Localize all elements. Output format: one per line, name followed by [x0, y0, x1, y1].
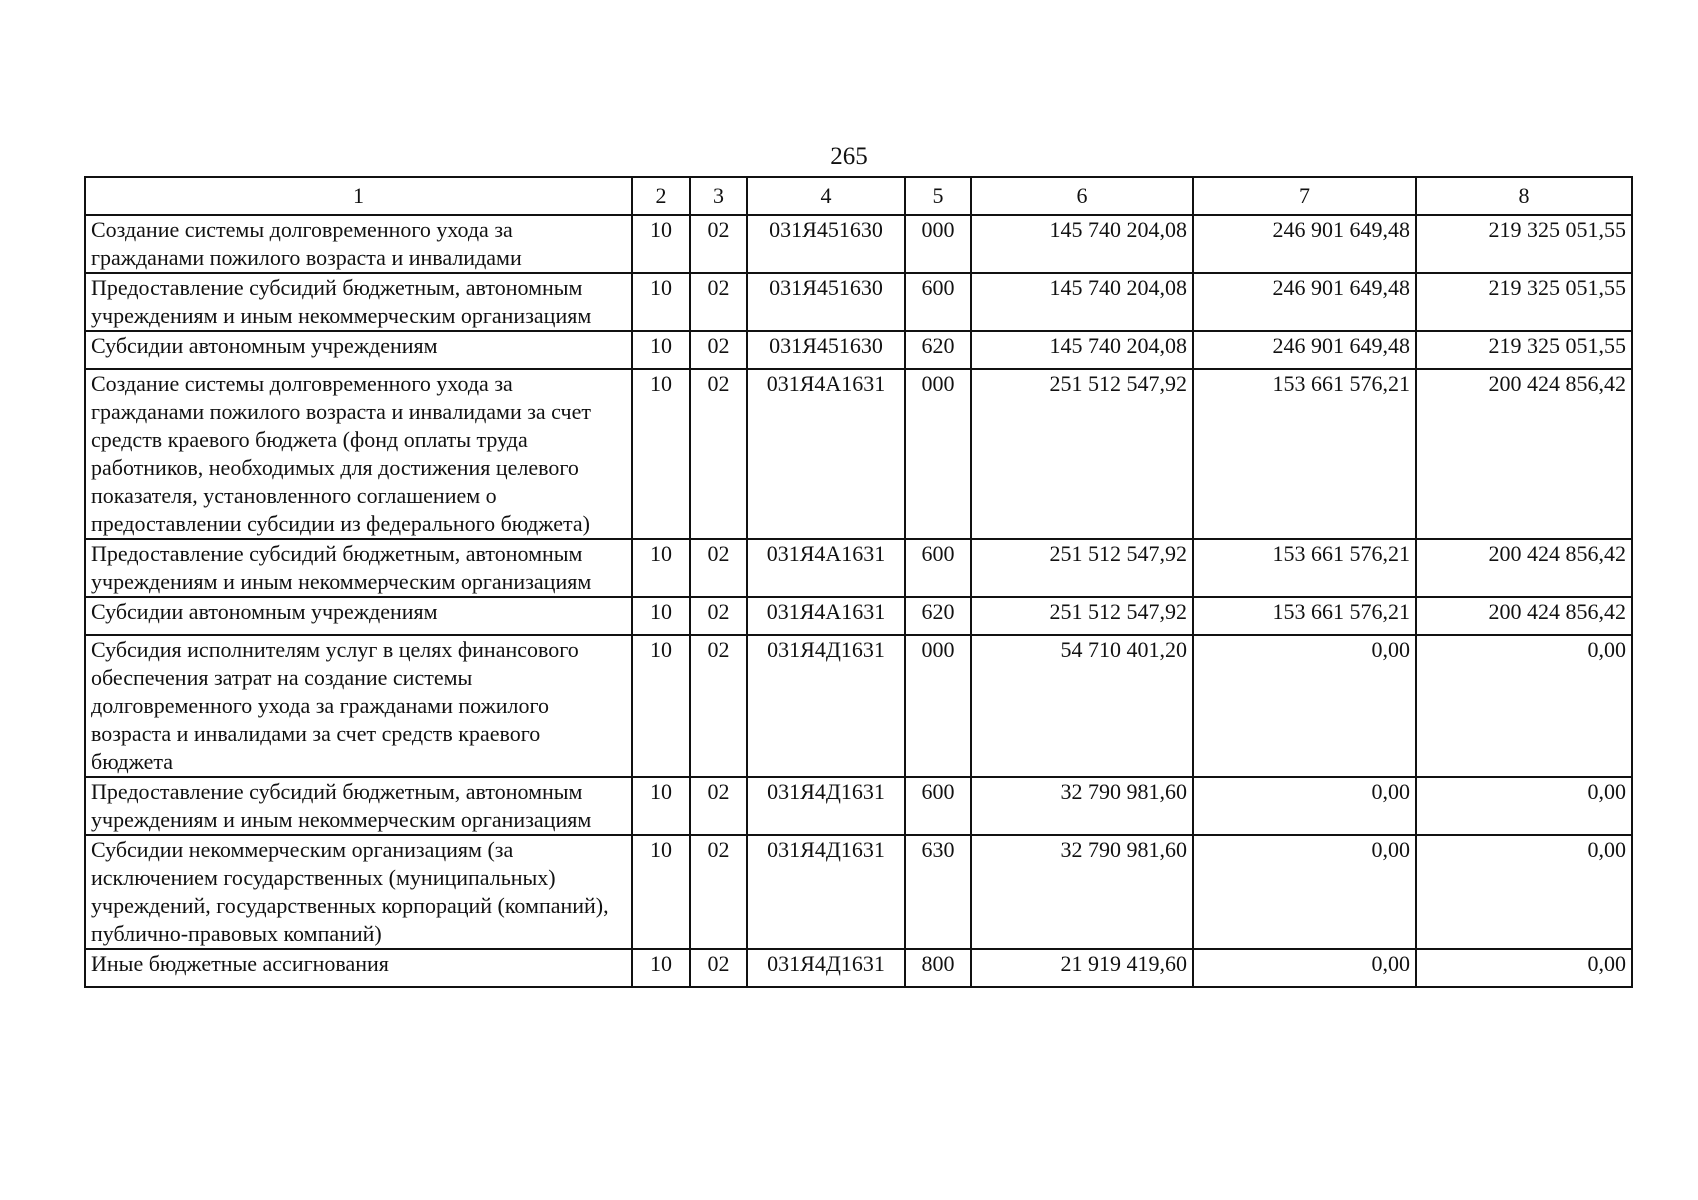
row-target-code: 031Я4Д1631: [747, 949, 905, 987]
row-amount-8: 0,00: [1416, 777, 1632, 835]
column-header-4: 4: [747, 177, 905, 215]
table-row: [85, 331, 1632, 369]
table-row: [85, 777, 1632, 835]
row-target-code: 031Я4Д1631: [747, 635, 905, 777]
row-section: 10: [632, 777, 690, 835]
row-amount-6: 21 919 419,60: [971, 949, 1193, 987]
row-target-code: 031Я451630: [747, 331, 905, 369]
table-row: [85, 949, 1632, 987]
row-section: 10: [632, 331, 690, 369]
row-expense-type: 800: [905, 949, 971, 987]
row-amount-6: 32 790 981,60: [971, 777, 1193, 835]
row-subsection: 02: [690, 949, 747, 987]
row-name: Субсидии автономным учреждениям: [85, 331, 632, 369]
row-name: Предоставление субсидий бюджетным, автономным учреждениям и иным некоммерческим организациям: [85, 777, 632, 835]
row-amount-6: 145 740 204,08: [971, 215, 1193, 273]
row-section: 10: [632, 215, 690, 273]
table-header-row: [85, 177, 1632, 215]
row-name: Создание системы долговременного ухода за гражданами пожилого возраста и инвалидами: [85, 215, 632, 273]
page-number: 265: [830, 143, 868, 170]
row-amount-7: 153 661 576,21: [1193, 597, 1416, 635]
row-amount-8: 219 325 051,55: [1416, 215, 1632, 273]
row-amount-6: 251 512 547,92: [971, 539, 1193, 597]
row-section: 10: [632, 635, 690, 777]
row-expense-type: 600: [905, 273, 971, 331]
table-row: [85, 369, 1632, 539]
row-subsection: 02: [690, 777, 747, 835]
column-header-8: 8: [1416, 177, 1632, 215]
column-header-6: 6: [971, 177, 1193, 215]
row-amount-8: 0,00: [1416, 949, 1632, 987]
row-expense-type: 620: [905, 331, 971, 369]
row-subsection: 02: [690, 331, 747, 369]
row-amount-6: 54 710 401,20: [971, 635, 1193, 777]
row-amount-7: 246 901 649,48: [1193, 215, 1416, 273]
row-expense-type: 000: [905, 635, 971, 777]
row-subsection: 02: [690, 369, 747, 539]
row-amount-7: 153 661 576,21: [1193, 539, 1416, 597]
row-expense-type: 630: [905, 835, 971, 949]
row-name: Иные бюджетные ассигнования: [85, 949, 632, 987]
row-subsection: 02: [690, 597, 747, 635]
table-row: [85, 597, 1632, 635]
row-section: 10: [632, 597, 690, 635]
row-name: Субсидии некоммерческим организациям (за исключением государственных (муниципальных) учреждений, государственных корпораций (компаний), публично-правовых компаний): [85, 835, 632, 949]
row-amount-6: 32 790 981,60: [971, 835, 1193, 949]
row-expense-type: 620: [905, 597, 971, 635]
budget-table: [84, 176, 1633, 988]
row-amount-7: 0,00: [1193, 835, 1416, 949]
row-section: 10: [632, 369, 690, 539]
row-section: 10: [632, 273, 690, 331]
row-section: 10: [632, 539, 690, 597]
row-amount-7: 0,00: [1193, 777, 1416, 835]
column-header-5: 5: [905, 177, 971, 215]
row-name: Создание системы долговременного ухода за гражданами пожилого возраста и инвалидами за счет средств краевого бюджета (фонд оплаты труда работников, необходимых для достижения целевого показателя, установленного соглашением о предоставлении субсидии из федерального бюджета): [85, 369, 632, 539]
row-target-code: 031Я451630: [747, 273, 905, 331]
row-amount-7: 246 901 649,48: [1193, 331, 1416, 369]
column-header-2: 2: [632, 177, 690, 215]
row-expense-type: 600: [905, 539, 971, 597]
row-amount-8: 219 325 051,55: [1416, 273, 1632, 331]
row-name: Предоставление субсидий бюджетным, автономным учреждениям и иным некоммерческим организациям: [85, 273, 632, 331]
table-row: [85, 539, 1632, 597]
column-header-3: 3: [690, 177, 747, 215]
row-amount-8: 0,00: [1416, 835, 1632, 949]
table-row: [85, 635, 1632, 777]
row-name: Предоставление субсидий бюджетным, автономным учреждениям и иным некоммерческим организациям: [85, 539, 632, 597]
row-expense-type: 600: [905, 777, 971, 835]
row-amount-8: 0,00: [1416, 635, 1632, 777]
column-header-7: 7: [1193, 177, 1416, 215]
row-amount-7: 0,00: [1193, 635, 1416, 777]
row-target-code: 031Я4Д1631: [747, 835, 905, 949]
row-subsection: 02: [690, 215, 747, 273]
row-section: 10: [632, 835, 690, 949]
row-amount-8: 200 424 856,42: [1416, 369, 1632, 539]
row-target-code: 031Я4А1631: [747, 597, 905, 635]
row-amount-7: 153 661 576,21: [1193, 369, 1416, 539]
column-header-1: 1: [85, 177, 632, 215]
row-amount-6: 145 740 204,08: [971, 331, 1193, 369]
table-row: [85, 273, 1632, 331]
row-amount-6: 145 740 204,08: [971, 273, 1193, 331]
table-row: [85, 835, 1632, 949]
row-expense-type: 000: [905, 215, 971, 273]
row-amount-8: 200 424 856,42: [1416, 597, 1632, 635]
row-amount-6: 251 512 547,92: [971, 597, 1193, 635]
row-section: 10: [632, 949, 690, 987]
row-name: Субсидия исполнителям услуг в целях финансового обеспечения затрат на создание системы долговременного ухода за гражданами пожилого возраста и инвалидами за счет средств краевого бюджета: [85, 635, 632, 777]
row-subsection: 02: [690, 273, 747, 331]
row-subsection: 02: [690, 835, 747, 949]
row-amount-8: 219 325 051,55: [1416, 331, 1632, 369]
row-target-code: 031Я451630: [747, 215, 905, 273]
row-amount-7: 0,00: [1193, 949, 1416, 987]
row-target-code: 031Я4Д1631: [747, 777, 905, 835]
row-target-code: 031Я4А1631: [747, 539, 905, 597]
row-subsection: 02: [690, 635, 747, 777]
row-amount-8: 200 424 856,42: [1416, 539, 1632, 597]
table-row: [85, 215, 1632, 273]
row-subsection: 02: [690, 539, 747, 597]
row-name: Субсидии автономным учреждениям: [85, 597, 632, 635]
row-expense-type: 000: [905, 369, 971, 539]
row-target-code: 031Я4А1631: [747, 369, 905, 539]
row-amount-7: 246 901 649,48: [1193, 273, 1416, 331]
row-amount-6: 251 512 547,92: [971, 369, 1193, 539]
